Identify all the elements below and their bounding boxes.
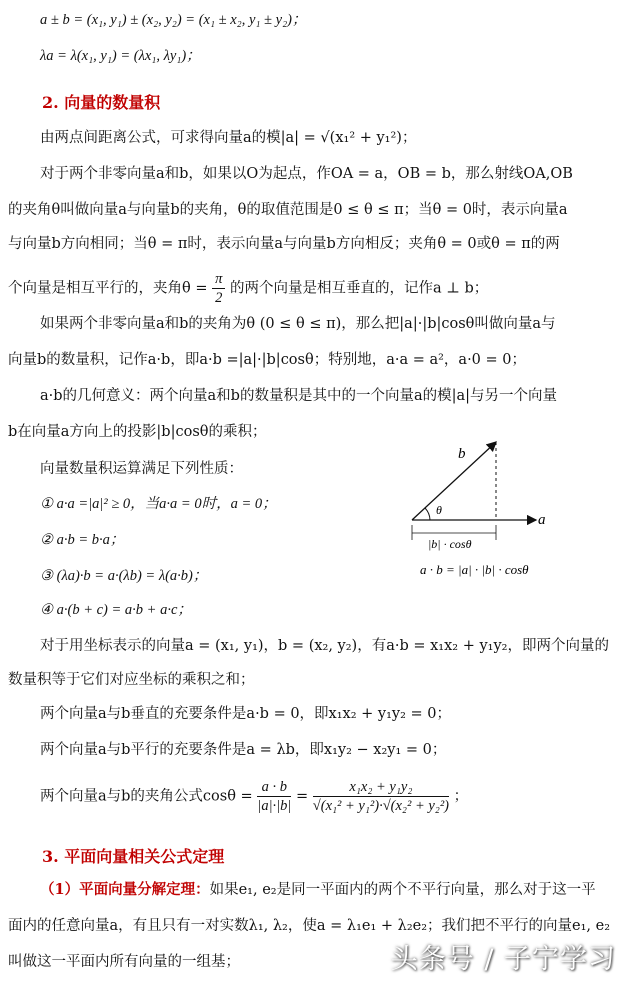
projection-diagram	[400, 428, 580, 588]
angle-formula-label: 两个向量a与b的夹角公式cosθ =	[40, 788, 253, 805]
paragraph-geometric-line2: b在向量a方向上的投影|b|cosθ的乘积；	[8, 424, 267, 440]
projection-label: |b| · cosθ	[428, 537, 472, 551]
paragraph-dot-def-line2: 向量b的数量积，记作a·b，即a·b =|a|·|b|cosθ；特别地，a·a = a²，a·0 = 0；	[8, 352, 527, 368]
properties-title: 向量数量积运算满足下列性质：	[40, 461, 243, 477]
section-title-theorems: 3. 平面向量相关公式定理	[42, 847, 225, 866]
paragraph-magnitude: 由两点间距离公式，可求得向量a的模|a| = √(x₁² + y₁²)；	[40, 130, 417, 146]
angle-line4-start: 个向量是相互平行的，夹角θ =	[8, 280, 208, 297]
fraction2-denominator: √(x₁² + y₁²)·√(x₂² + y₂²)	[312, 798, 450, 814]
label-a: a	[538, 512, 546, 528]
paragraph-angle-line2: 的夹角θ叫做向量a与向量b的夹角，θ的取值范围是0 ≤ θ ≤ π；当θ = 0时，表示向量a	[8, 202, 568, 218]
theorem-decomposition-line3: 叫做这一平面内所有向量的一组基；	[8, 954, 240, 970]
property-3: ③ (λa)·b = a·(λb) = λ(a·b)；	[40, 568, 208, 584]
fraction-denominator: 2	[215, 290, 223, 306]
label-theta: θ	[436, 503, 442, 517]
angle-line4-end: 的两个向量是相互垂直的，记作a ⊥ b；	[229, 280, 489, 297]
paragraph-angle-line1: 对于两个非零向量a和b，如果以O为起点，作OA = a，OB = b，那么射线OA,OB	[40, 166, 573, 182]
formula-vector-add: a ± b = (x₁, y₁) ± (x₂, y₂) = (x₁ ± x₂, y₁ ± y₂)；	[40, 12, 307, 28]
fraction1-numerator: a · b	[257, 778, 291, 797]
angle-formula-fraction-2	[313, 778, 449, 815]
paragraph-geometric-line1: a·b的几何意义：两个向量a和b的数量积是其中的一个向量a的模|a|与另一个向量	[40, 388, 558, 404]
diagram-caption: a · b = |a| · |b| · cosθ	[420, 562, 529, 577]
fraction-pi-over-2	[212, 270, 225, 307]
angle-arc	[425, 508, 430, 520]
paragraph-coord-line2: 数量积等于它们对应坐标的乘积之和；	[8, 672, 255, 688]
vector-b-arrow	[412, 442, 496, 520]
theorem-label: （1）平面向量分解定理：	[40, 881, 210, 898]
label-b: b	[458, 446, 466, 462]
paragraph-coord-line1: 对于用坐标表示的向量a = (x₁, y₁)，b = (x₂, y₂)，有a·b = x₁x₂ + y₁y₂，即两个向量的	[40, 638, 609, 654]
condition-parallel: 两个向量a与b平行的充要条件是a = λb，即x₁y₂ − x₂y₁ = 0；	[40, 742, 447, 758]
theorem-decomposition-line2: 面内的任意向量a，有且只有一对实数λ₁, λ₂，使a = λ₁e₁ + λ₂e₂；我们把不平行的向量e₁, e₂	[8, 918, 611, 934]
theorem-decomposition-line1	[40, 880, 596, 900]
property-4: ④ a·(b + c) = a·b + a·c；	[40, 602, 192, 618]
equals-sign: =	[296, 788, 309, 805]
fraction2-numerator: x₁x₂ + y₁y₂	[313, 778, 449, 797]
angle-formula: 两个向量a与b的夹角公式cosθ = $\frac{a \cdot b}{|a|\cdot|b|}$ = $\frac{\text{x₁x₂ + y₁y₂}}{\text{√(x₁² + y₁²)·√(x₂² + y₂²)}}$ ；	[40, 779, 469, 814]
paragraph-angle-line3: 与向量b方向相同；当θ = π时，表示向量a与向量b方向相反；夹角θ = 0或θ = π的两	[8, 236, 560, 252]
fraction-numerator: π	[212, 270, 225, 289]
angle-formula-fraction-1	[257, 778, 291, 815]
theorem-text-line1: 如果e₁, e₂是同一平面内的两个不平行向量，那么对于这一平	[209, 882, 596, 898]
section-title-dot-product: 2. 向量的数量积	[42, 93, 161, 112]
paragraph-dot-def-line1: 如果两个非零向量a和b的夹角为θ (0 ≤ θ ≤ π)，那么把|a|·|b|cosθ叫做向量a与	[40, 316, 556, 332]
paragraph-angle-line4	[8, 270, 488, 307]
property-1: ① a·a =|a|² ≥ 0，当a·a = 0时，a = 0；	[40, 496, 277, 512]
watermark: 头条号 / 子宁学习	[390, 944, 616, 975]
property-2: ② a·b = b·a；	[40, 532, 125, 548]
formula-scalar-mult: λa = λ(x₁, y₁) = (λx₁, λy₁)；	[40, 48, 201, 64]
condition-perpendicular: 两个向量a与b垂直的充要条件是a·b = 0，即x₁x₂ + y₁y₂ = 0；	[40, 706, 452, 722]
fraction1-denominator: |a|·|b|	[257, 798, 292, 814]
